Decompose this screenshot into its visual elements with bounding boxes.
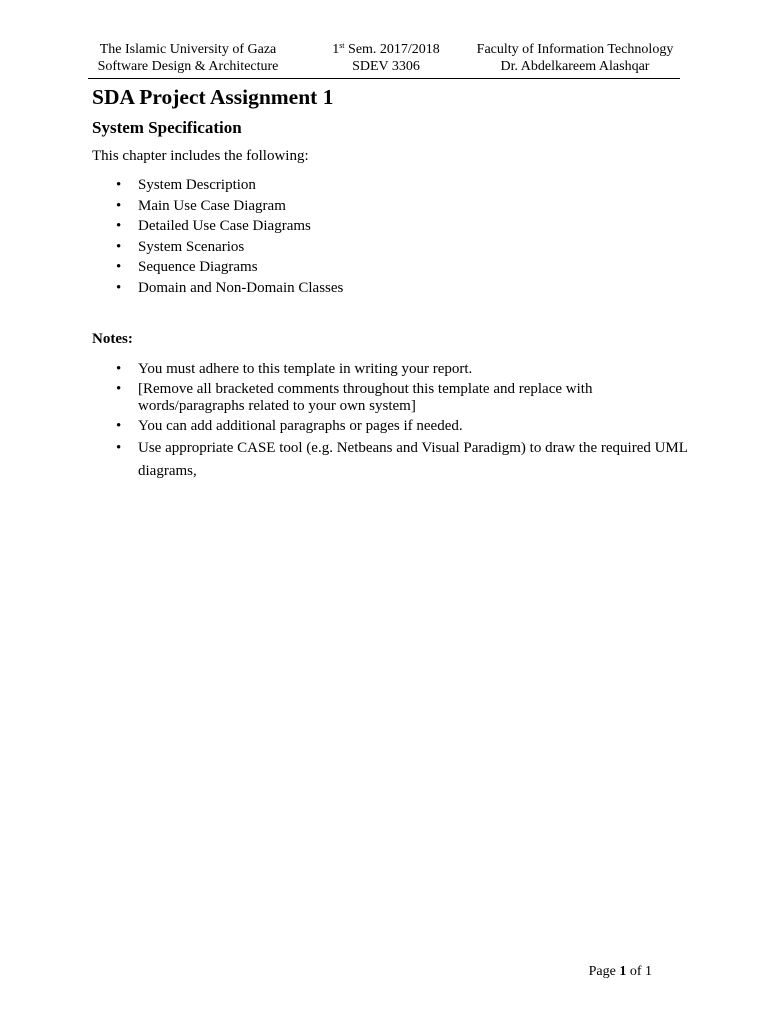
note-text: [Remove all bracketed comments throughout this template and replace with words/paragraphs related to your own system] — [138, 380, 593, 414]
instructor-name: Dr. Abdelkareem Alashqar — [500, 59, 650, 74]
list-item — [116, 175, 343, 196]
list-item — [116, 196, 343, 217]
bullet-icon: • — [116, 238, 122, 255]
list-item — [116, 257, 343, 278]
chapter-list — [116, 175, 343, 298]
notes-heading: Notes: — [92, 331, 133, 347]
faculty-name: Faculty of Information Technology — [476, 42, 674, 57]
note-item — [116, 437, 694, 483]
list-item-text: System Description — [138, 177, 256, 193]
bullet-icon: • — [116, 361, 122, 377]
bullet-icon: • — [116, 440, 122, 456]
bullet-icon: • — [116, 279, 122, 296]
page-footer — [589, 964, 652, 980]
bullet-icon: • — [116, 197, 122, 214]
bullet-icon: • — [116, 218, 122, 234]
page-number: 1 — [619, 964, 627, 979]
header-right — [470, 41, 680, 75]
list-item-text: System Scenarios — [138, 238, 245, 255]
section-title: System Specification — [92, 118, 242, 137]
document-title: SDA Project Assignment 1 — [92, 85, 334, 109]
list-item — [116, 216, 343, 237]
bullet-icon: • — [116, 380, 122, 397]
page-total: 1 — [645, 964, 652, 979]
list-item-text: Main Use Case Diagram — [138, 197, 286, 214]
semester-ordinal: st — [339, 41, 345, 50]
header-middle — [320, 41, 452, 75]
note-text: You can add additional paragraphs or pages if needed. — [138, 417, 463, 434]
bullet-icon: • — [116, 417, 122, 434]
bullet-icon: • — [116, 259, 122, 275]
list-item-text: Detailed Use Case Diagrams — [138, 218, 311, 234]
list-item — [116, 237, 343, 258]
course-code: SDEV 3306 — [352, 59, 420, 74]
header-left — [88, 41, 288, 75]
course-name: Software Design & Architecture — [97, 59, 279, 74]
note-text: You must adhere to this template in writing your report. — [138, 361, 473, 377]
note-item — [116, 381, 694, 416]
page-word: Page — [588, 964, 616, 979]
intro-text: This chapter includes the following: — [92, 148, 309, 164]
note-item — [116, 418, 694, 436]
list-item-text: Domain and Non-Domain Classes — [138, 279, 344, 296]
university-name: The Islamic University of Gaza — [99, 42, 277, 57]
semester-text: Sem. 2017/2018 — [344, 42, 440, 57]
of-word: of — [629, 964, 642, 979]
notes-list — [116, 361, 694, 483]
bullet-icon: • — [116, 177, 122, 193]
note-text: Use appropriate CASE tool (e.g. Netbeans and Visual Paradigm) to draw the required UML diagrams, — [138, 440, 688, 479]
page-header — [88, 40, 680, 79]
semester-number: 1 — [332, 42, 340, 57]
semester — [320, 41, 452, 58]
list-item — [116, 278, 343, 299]
note-item — [116, 361, 694, 379]
list-item-text: Sequence Diagrams — [138, 259, 258, 275]
